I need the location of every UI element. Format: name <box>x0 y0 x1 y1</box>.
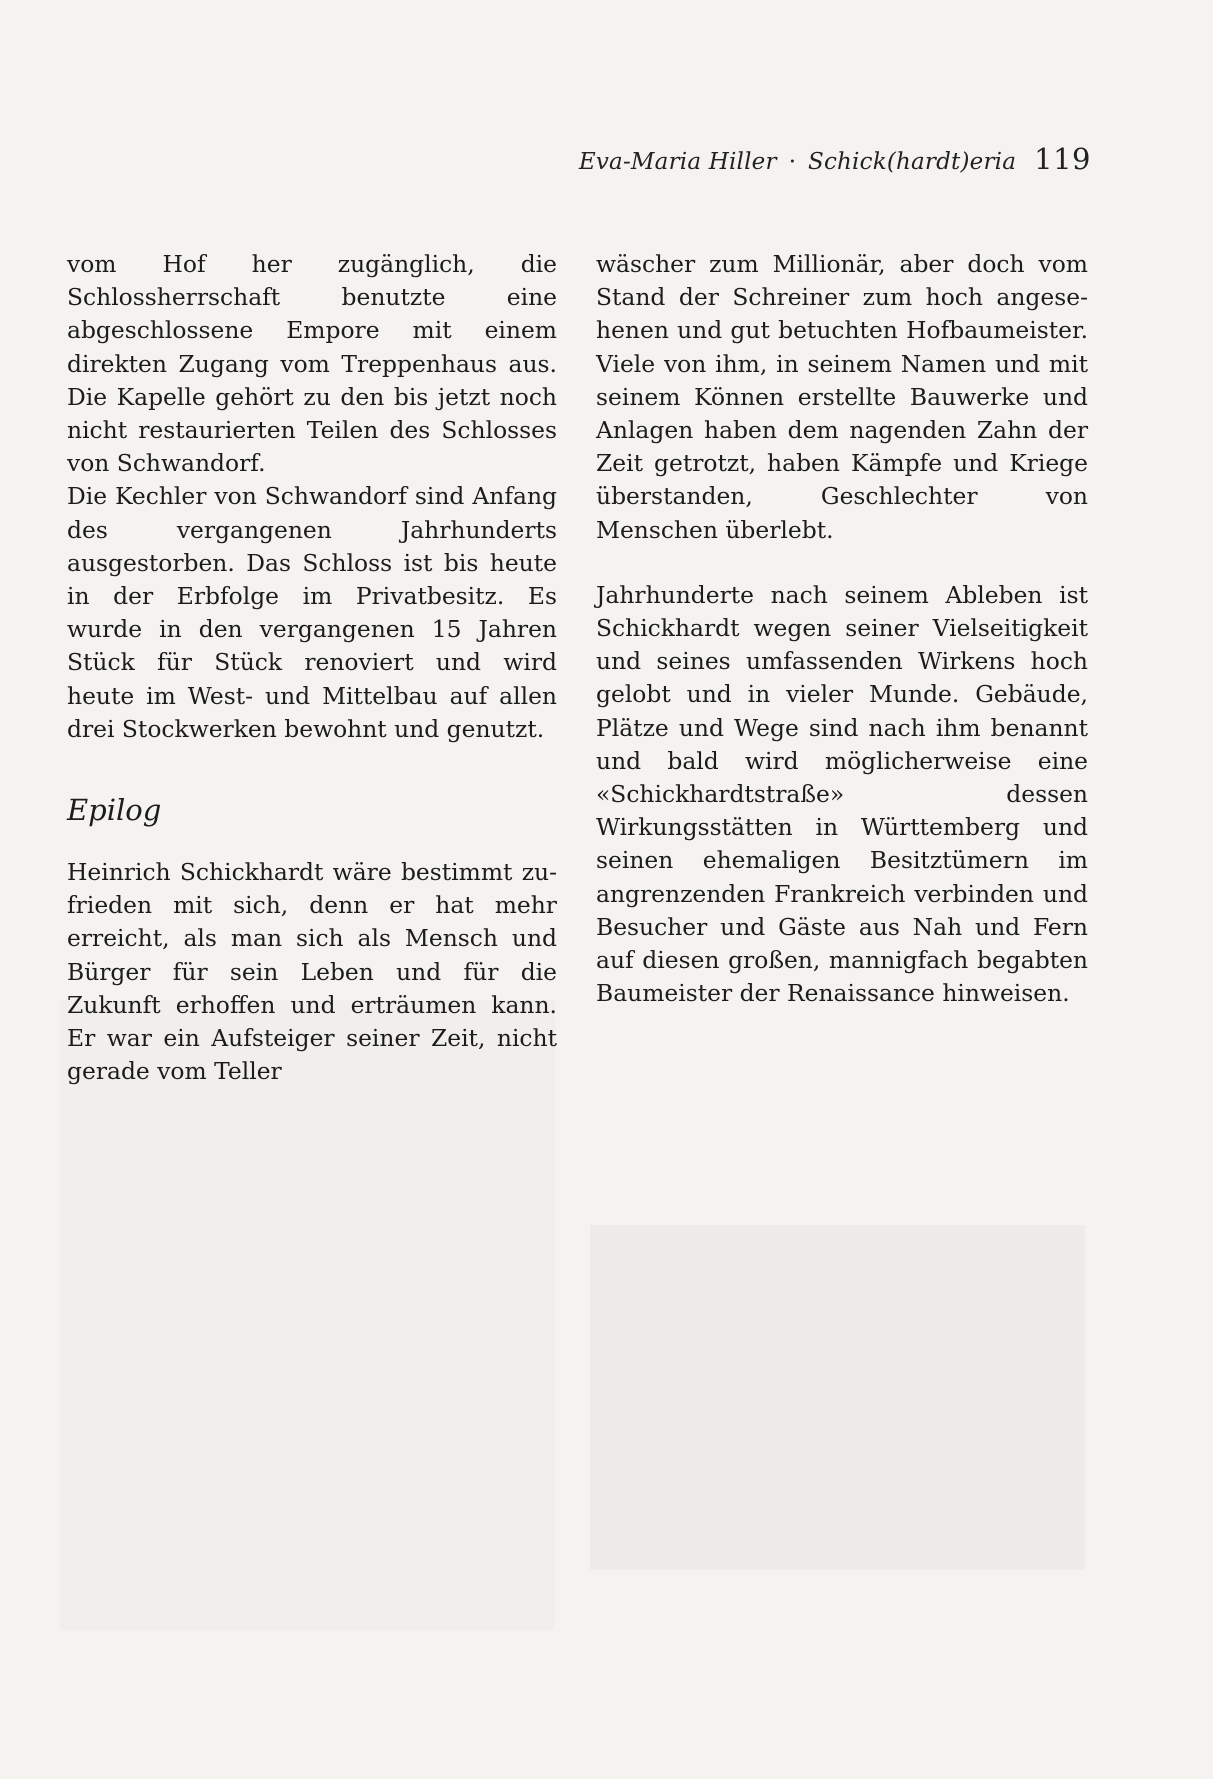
header-author: Eva-Maria Hiller <box>578 149 777 175</box>
spacer <box>67 746 557 790</box>
right-paragraph-2: Jahrhunderte nach seinem Ableben ist Schickhardt wegen seiner Vielseitigkeit und seines umfassenden Wirkens hoch gelobt und in vieler Munde. Gebäude, Plätze und Wege sind nach ihm benannt und bald wird möglicherweise eine «Schickhardtstraße» dessen Wirkungsstätten in Württemberg und seinen ehemaligen Besitztümern im angrenzenden Frankreich verbinden und Besucher und Gäste aus Nah und Fern auf diesen großen, mannigfach begabten Baumeister der Renaissance hinweisen. <box>596 580 1088 1008</box>
spacer <box>67 830 557 856</box>
running-header <box>578 142 1091 182</box>
spacer <box>596 547 1088 579</box>
page-number: 119 <box>1034 142 1091 176</box>
left-paragraph-1: vom Hof her zugänglich, die Schlossherrschaft benutzte eine abgeschlossene Empore mit einem direkten Zugang vom Treppenhaus aus. Die Kapelle gehört zu den bis jetzt noch nicht restaurierten Teilen des Schlosses von Schwandorf. <box>67 250 557 478</box>
left-paragraph-3: Heinrich Schickhardt wäre bestimmt zufrieden mit sich, denn er hat mehr erreicht, als man sich als Mensch und Bürger für sein Leben und für die Zukunft erhoffen und erträumen kann. Er war ein Aufsteiger seiner Zeit, nicht gerade vom Teller <box>67 858 557 1086</box>
right-paragraph-1: wäscher zum Millionär, aber doch vom Stand der Schreiner zum hoch angesehenen und gut betuchten Hofbaumeister. Viele von ihm, in seinem Namen und mit seinem Können erstellte Bauwerke und Anlagen haben dem nagenden Zahn der Zeit getrotzt, haben Kämpfe und Kriege überstanden, Geschlechter von Menschen überlebt. <box>596 250 1088 544</box>
header-title: Schick(hardt)eria <box>808 149 1017 175</box>
header-separator: · <box>788 149 796 175</box>
show-through-image <box>590 1225 1085 1570</box>
left-column <box>67 248 557 1088</box>
section-heading-epilog: Epilog <box>67 793 162 828</box>
left-paragraph-2: Die Kechler von Schwandorf sind Anfang des vergangenen Jahrhunderts ausgestorben. Das Schloss ist bis heute in der Erbfolge im Privatbesitz. Es wurde in den vergangenen 15 Jahren Stück für Stück renoviert und wird heute im West- und Mittelbau auf allen drei Stockwerken bewohnt und genutzt. <box>67 482 557 743</box>
right-column <box>596 248 1088 1010</box>
show-through-text-left <box>60 1000 555 1630</box>
